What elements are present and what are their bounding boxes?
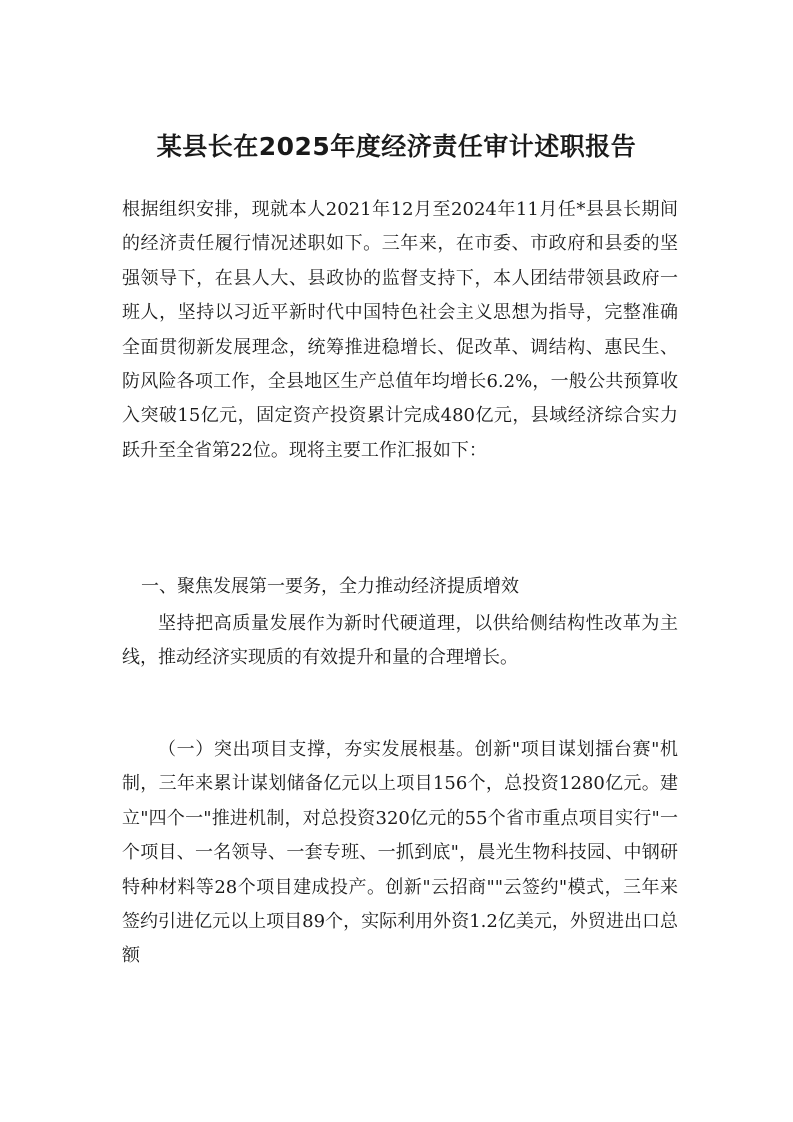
section-1-paragraph: 坚持把高质量发展作为新时代硬道理，以供给侧结构性改革为主线，推动经济实现质的有效提升和量的合理增长。 bbox=[122, 613, 678, 669]
subsection-1-paragraph: （一）突出项目支撑，夯实发展根基。创新"项目谋划擂台赛"机制，三年来累计谋划储备亿元以上项目156个，总投资1280亿元。建立"四个一"推进机制，对总投资320亿元的55个省市重点项目实行"一个项目、一名领导、一套专班、一抓到底"，晨光生物科技园、中钢研特种材料等28个项目建成投产。创新"云招商""云签约"模式，三年来签约引进亿元以上项目89个，实际利用外资1.2亿美元，外贸进出口总额 bbox=[122, 739, 678, 967]
intro-paragraph: 根据组织安排，现就本人2021年12月至2024年11月任*县县长期间的经济责任履行情况述职如下。三年来，在市委、市政府和县委的坚强领导下，在县人大、县政协的监督支持下，本人团结带领县政府一班人，坚持以习近平新时代中国特色社会主义思想为指导，完整准确全面贯彻新发展理念，统筹推进稳增长、促改革、调结构、惠民生、防风险各项工作，全县地区生产总值年均增长6.2%，一般公共预算收入突破15亿元，固定资产投资累计完成480亿元，县域经济综合实力跃升至全省第22位。现将主要工作汇报如下： bbox=[122, 199, 678, 461]
document-title: 某县长在2025年度经济责任审计述职报告 bbox=[156, 132, 637, 161]
section-heading-1: 一、聚焦发展第一要务，全力推动经济提质增效 bbox=[141, 576, 519, 597]
